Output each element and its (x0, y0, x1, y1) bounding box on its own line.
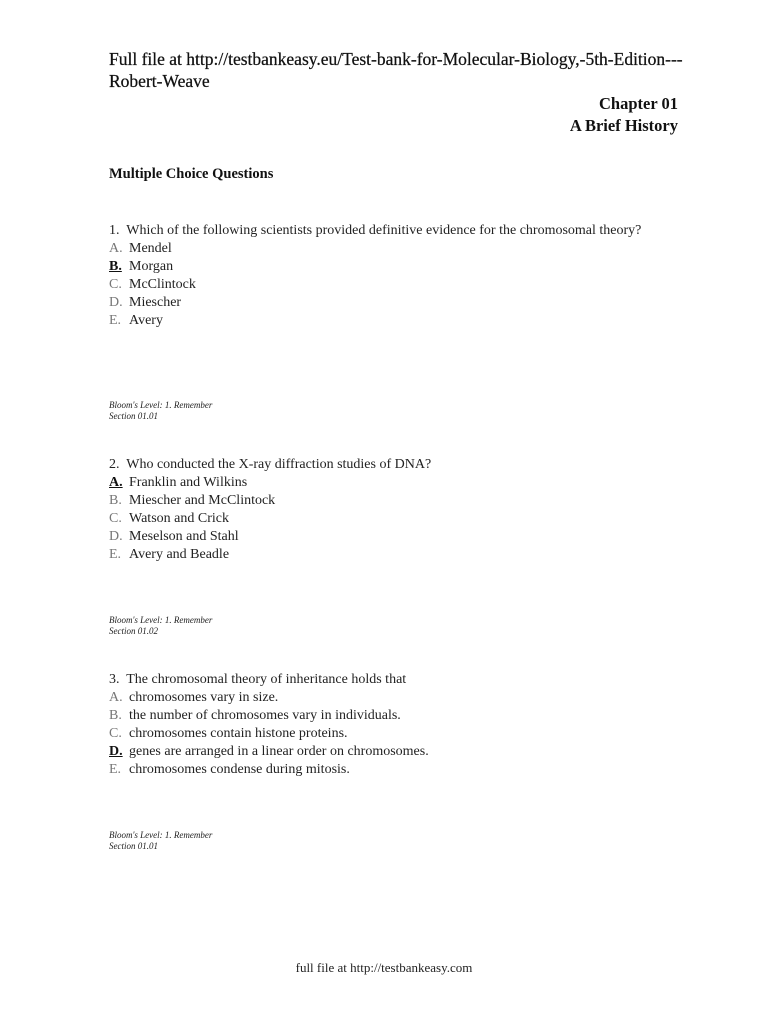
question-stem (109, 456, 649, 474)
choice-d (109, 743, 649, 761)
choice-text: Morgan (129, 259, 174, 274)
choice-letter: A. (109, 475, 123, 490)
choice-b (109, 492, 649, 510)
question-text: The chromosomal theory of inheritance holds that (126, 672, 407, 687)
question-1-meta (109, 400, 212, 422)
choice-text: Miescher and McClintock (129, 493, 276, 508)
section-heading: Multiple Choice Questions (109, 166, 274, 182)
choice-text: genes are arranged in a linear order on chromosomes. (129, 744, 429, 759)
chapter-heading (570, 93, 678, 137)
choice-c (109, 510, 649, 528)
choice-letter: A. (109, 241, 123, 256)
choice-text: Franklin and Wilkins (129, 475, 248, 490)
choice-text: Watson and Crick (129, 511, 229, 526)
choice-d (109, 294, 649, 312)
choice-text: Mendel (129, 241, 172, 256)
choice-d (109, 528, 649, 546)
choice-text: chromosomes condense during mitosis. (129, 762, 350, 777)
question-stem (109, 671, 649, 689)
choice-b (109, 258, 649, 276)
header-link[interactable]: Full file at http://testbankeasy.eu/Test-bank-for-Molecular-Biology,-5th-Edition---Robert-Weave (109, 49, 683, 91)
blooms-level: Bloom's Level: 1. Remember (109, 830, 213, 840)
choice-letter: C. (109, 277, 122, 292)
question-1 (109, 222, 649, 330)
choice-letter: D. (109, 529, 123, 544)
choice-letter: A. (109, 690, 123, 705)
choice-list (109, 689, 649, 779)
section-ref: Section 01.02 (109, 626, 158, 636)
blooms-level: Bloom's Level: 1. Remember (109, 400, 213, 410)
choice-a (109, 474, 649, 492)
choice-e (109, 312, 649, 330)
choice-a (109, 240, 649, 258)
choice-letter: C. (109, 511, 122, 526)
blooms-level: Bloom's Level: 1. Remember (109, 615, 213, 625)
question-3 (109, 671, 649, 779)
choice-letter: D. (109, 744, 123, 759)
question-3-meta (109, 830, 212, 852)
section-ref: Section 01.01 (109, 841, 158, 851)
choice-letter: E. (109, 313, 122, 328)
question-text: Who conducted the X-ray diffraction studies of DNA? (126, 457, 432, 472)
chapter-title: A Brief History (569, 116, 678, 135)
question-text: Which of the following scientists provided definitive evidence for the chromosomal theory? (126, 223, 642, 238)
choice-text: Meselson and Stahl (129, 529, 239, 544)
choice-letter: B. (109, 259, 122, 274)
choice-text: McClintock (129, 277, 196, 292)
question-number: 2. (109, 457, 120, 472)
question-stem (109, 222, 649, 240)
choice-text: Avery and Beadle (129, 547, 230, 562)
question-number: 3. (109, 672, 120, 687)
choice-letter: E. (109, 547, 122, 562)
choice-c (109, 276, 649, 294)
choice-e (109, 546, 649, 564)
choice-letter: E. (109, 762, 122, 777)
section-ref: Section 01.01 (109, 411, 158, 421)
choice-letter: B. (109, 493, 122, 508)
choice-letter: C. (109, 726, 122, 741)
choice-list (109, 240, 649, 330)
question-2 (109, 456, 649, 564)
choice-text: chromosomes vary in size. (129, 690, 279, 705)
choice-a (109, 689, 649, 707)
question-number: 1. (109, 223, 120, 238)
footer-link[interactable]: full file at http://testbankeasy.com (295, 960, 473, 975)
choice-letter: B. (109, 708, 122, 723)
question-2-meta (109, 615, 212, 637)
choice-text: the number of chromosomes vary in individuals. (129, 708, 401, 723)
chapter-number: Chapter 01 (599, 94, 678, 113)
choice-text: chromosomes contain histone proteins. (129, 726, 348, 741)
choice-e (109, 761, 649, 779)
choice-c (109, 725, 649, 743)
choice-list (109, 474, 649, 564)
choice-text: Avery (129, 313, 163, 328)
choice-text: Miescher (129, 295, 182, 310)
choice-letter: D. (109, 295, 123, 310)
choice-b (109, 707, 649, 725)
